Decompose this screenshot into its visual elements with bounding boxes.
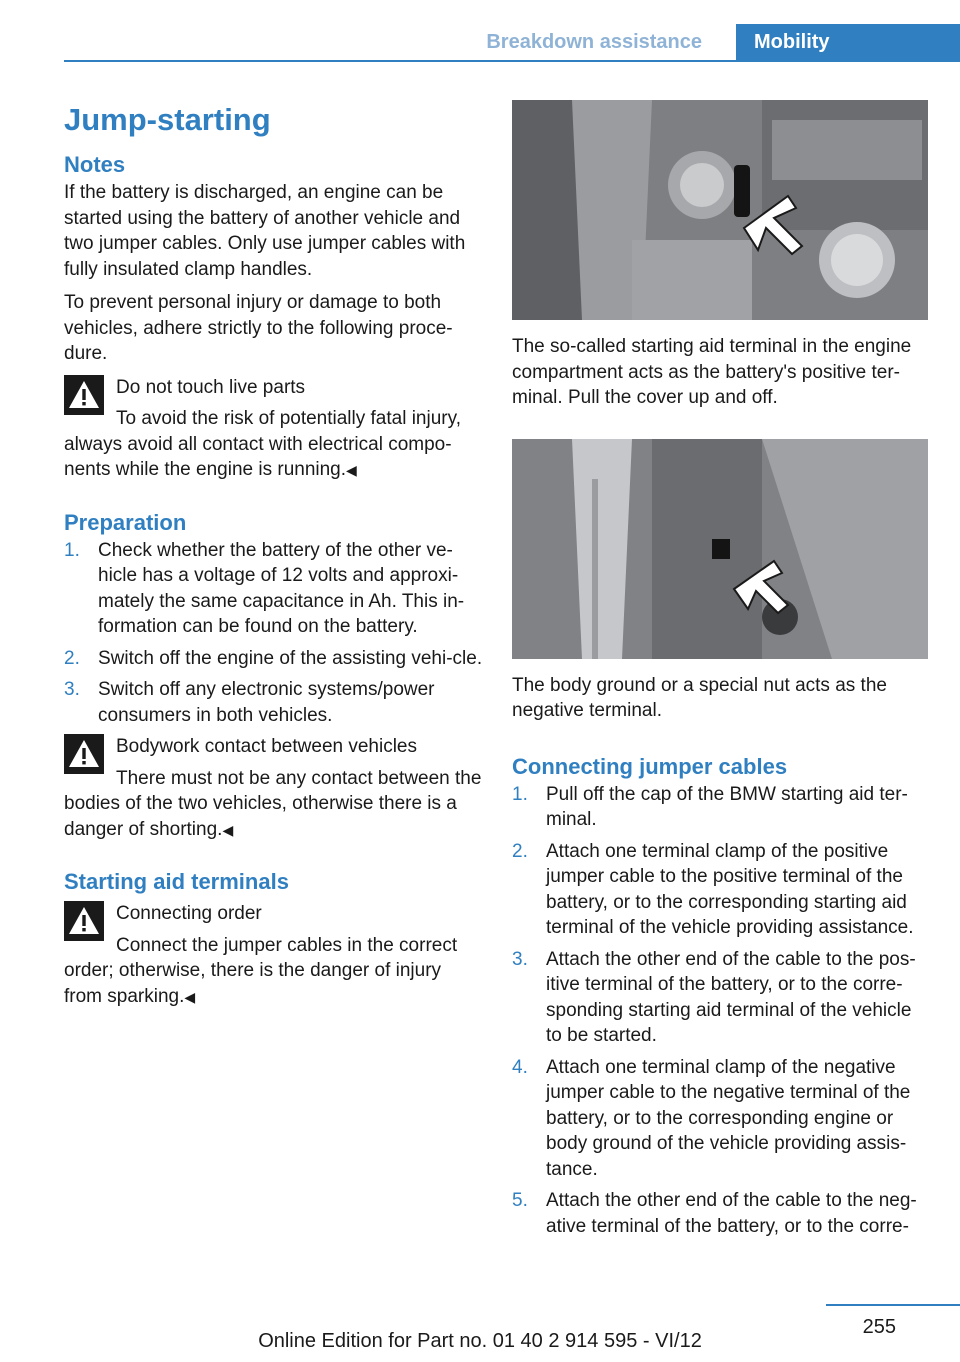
end-mark-icon: ◀ xyxy=(184,988,196,1005)
preparation-steps xyxy=(64,538,484,729)
list-item: 1. Pull off the cap of the BMW starting aid ter‐minal. xyxy=(512,783,908,830)
warning-triangle-icon xyxy=(64,734,104,774)
ground-terminal-photo xyxy=(512,439,928,659)
photo-caption-negative-terminal: The body ground or a special nut acts as the negative terminal. xyxy=(512,674,887,721)
warning-text: There must not be any contact between the bodies of the two vehicles, otherwise there is a danger of shorting.◀ xyxy=(64,767,482,840)
left-column xyxy=(64,100,484,1018)
page-number: 255 xyxy=(862,1316,896,1338)
connecting-steps xyxy=(512,782,930,1240)
list-item: 2. Attach one terminal clamp of the positive jumper cable to the positive terminal of the battery, or to the corresponding starting aid terminal of the vehicle providing assistance. xyxy=(512,840,914,938)
warning-text: Connect the jumper cables in the correct order; otherwise, there is the danger of injury from sparking.◀ xyxy=(64,934,458,1007)
list-item: 3. Switch off any electronic systems/power consumers in both vehicles. xyxy=(64,679,435,726)
warning-title: Do not touch live parts xyxy=(116,376,306,398)
footer-rule xyxy=(826,1304,960,1306)
list-item: 5. Attach the other end of the cable to the neg‐ative terminal of the battery, or to the corre‐ xyxy=(512,1190,917,1237)
photo-caption-positive-terminal: The so-called starting aid terminal in the engine compartment acts as the battery's positive ter‐minal. Pull the cover up and off. xyxy=(512,336,912,408)
warning-connecting-order xyxy=(64,901,484,1010)
connecting-jumper-cables-heading: Connecting jumper cables xyxy=(512,753,788,779)
notes-paragraph-2: To prevent personal injury or damage to both vehicles, adhere strictly to the following proce‐dure. xyxy=(64,292,453,364)
warning-text: To avoid the risk of potentially fatal injury, always avoid all contact with electrical compo‐nents while the engine is running.◀ xyxy=(64,408,461,480)
list-item: 3. Attach the other end of the cable to the pos‐itive terminal of the battery, or to the corre‐sponding starting aid terminal of the vehicle to be started. xyxy=(512,948,916,1046)
right-column xyxy=(512,100,930,1245)
end-mark-icon: ◀ xyxy=(222,821,234,838)
page-header xyxy=(0,24,960,62)
starting-aid-terminals-heading: Starting aid terminals xyxy=(64,869,289,894)
warning-triangle-icon xyxy=(64,375,104,415)
warning-triangle-icon xyxy=(64,901,104,941)
end-mark-icon: ◀ xyxy=(346,462,357,478)
header-chapter-tab: Mobility xyxy=(736,24,960,62)
notes-heading: Notes xyxy=(64,152,126,177)
online-edition-note: Online Edition for Part no. 01 40 2 914 595 - VI/12 xyxy=(258,1330,702,1352)
engine-compartment-photo xyxy=(512,100,928,320)
page-title: Jump-starting xyxy=(64,102,271,137)
warning-title: Connecting order xyxy=(116,903,262,924)
page-footer xyxy=(0,1300,960,1362)
preparation-heading: Preparation xyxy=(64,509,187,535)
list-item: 1. Check whether the battery of the other ve‐hicle has a voltage of 12 volts and approxi‐mately the same capacitance in Ah. This in‐formation can be found on the battery. xyxy=(64,539,465,637)
notes-paragraph-1: If the battery is discharged, an engine can be started using the battery of another vehicle and two jumper cables. Only use jumper cables with fully insulated clamp handles. xyxy=(64,182,466,280)
warning-title: Bodywork contact between vehicles xyxy=(116,736,417,757)
header-rule xyxy=(64,60,960,62)
header-section-title: Breakdown assistance xyxy=(486,31,702,53)
warning-live-parts xyxy=(64,375,484,484)
list-item: 2. Switch off the engine of the assisting vehi‐cle. xyxy=(64,647,483,669)
list-item: 4. Attach one terminal clamp of the negative jumper cable to the negative terminal of the battery, or to the corresponding engine or body ground of the vehicle providing assis‐tance. xyxy=(512,1056,911,1180)
warning-bodywork-contact xyxy=(64,734,484,843)
